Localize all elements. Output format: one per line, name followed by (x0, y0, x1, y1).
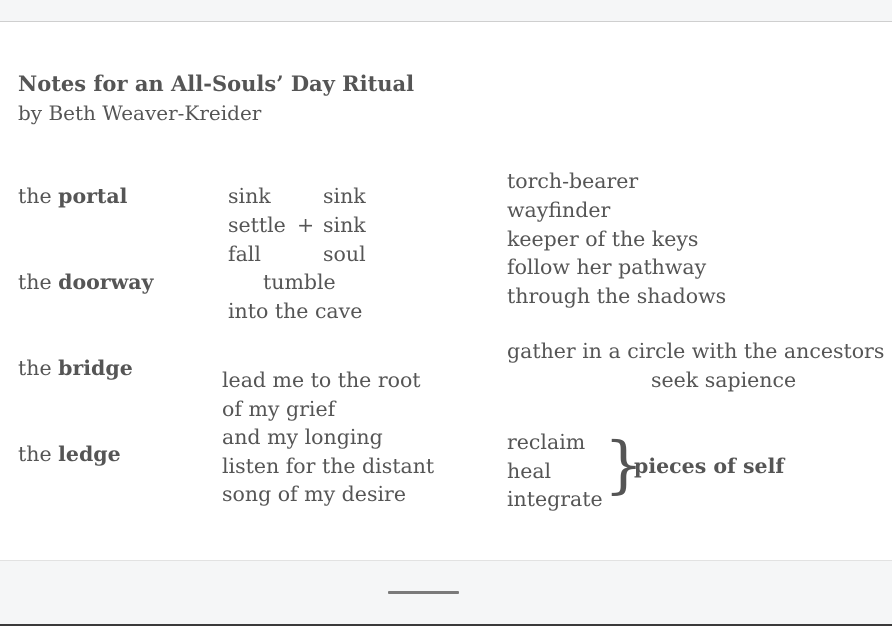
sink-left-3: fall (228, 242, 261, 266)
sapience-line: seek sapience (651, 368, 797, 392)
curly-brace: } (604, 428, 644, 501)
lead-line-4: listen for the distant (222, 454, 435, 478)
plus-sign: + (297, 213, 315, 237)
top-toolbar (0, 0, 892, 22)
lead-line-1: lead me to the root (222, 368, 421, 392)
pieces-of-self: pieces of self (634, 454, 785, 478)
reclaim-line-1: reclaim (507, 430, 586, 454)
guide-line-5: through the shadows (507, 284, 727, 308)
sink-left-1: sink (228, 184, 271, 208)
bottom-bar (0, 560, 892, 626)
guide-line-2: wayfinder (507, 198, 611, 222)
guide-line-4: follow her pathway (507, 255, 707, 279)
lead-line-2: of my grief (222, 397, 336, 421)
guide-line-1: torch-bearer (507, 169, 639, 193)
reclaim-line-2: heal (507, 459, 552, 483)
sink-right-3: soul (323, 242, 366, 266)
lead-line-3: and my longing (222, 425, 383, 449)
stage-portal: the portal (18, 184, 128, 208)
poem-title: Notes for an All-Souls’ Day Ritual (18, 71, 415, 96)
sink-right-1: sink (323, 184, 366, 208)
stage-ledge: the ledge (18, 442, 121, 466)
sink-left-2: settle (228, 213, 286, 237)
drag-handle[interactable] (388, 591, 459, 594)
poem-byline: by Beth Weaver-Kreider (18, 101, 262, 125)
reclaim-line-3: integrate (507, 487, 603, 511)
stage-bridge: the bridge (18, 356, 133, 380)
tumble-line: tumble (263, 270, 336, 294)
lead-line-5: song of my desire (222, 482, 406, 506)
gather-line: gather in a circle with the ancestors (507, 339, 885, 363)
sink-right-2: sink (323, 213, 366, 237)
cave-line: into the cave (228, 299, 363, 323)
guide-line-3: keeper of the keys (507, 227, 699, 251)
stage-doorway: the doorway (18, 270, 154, 294)
